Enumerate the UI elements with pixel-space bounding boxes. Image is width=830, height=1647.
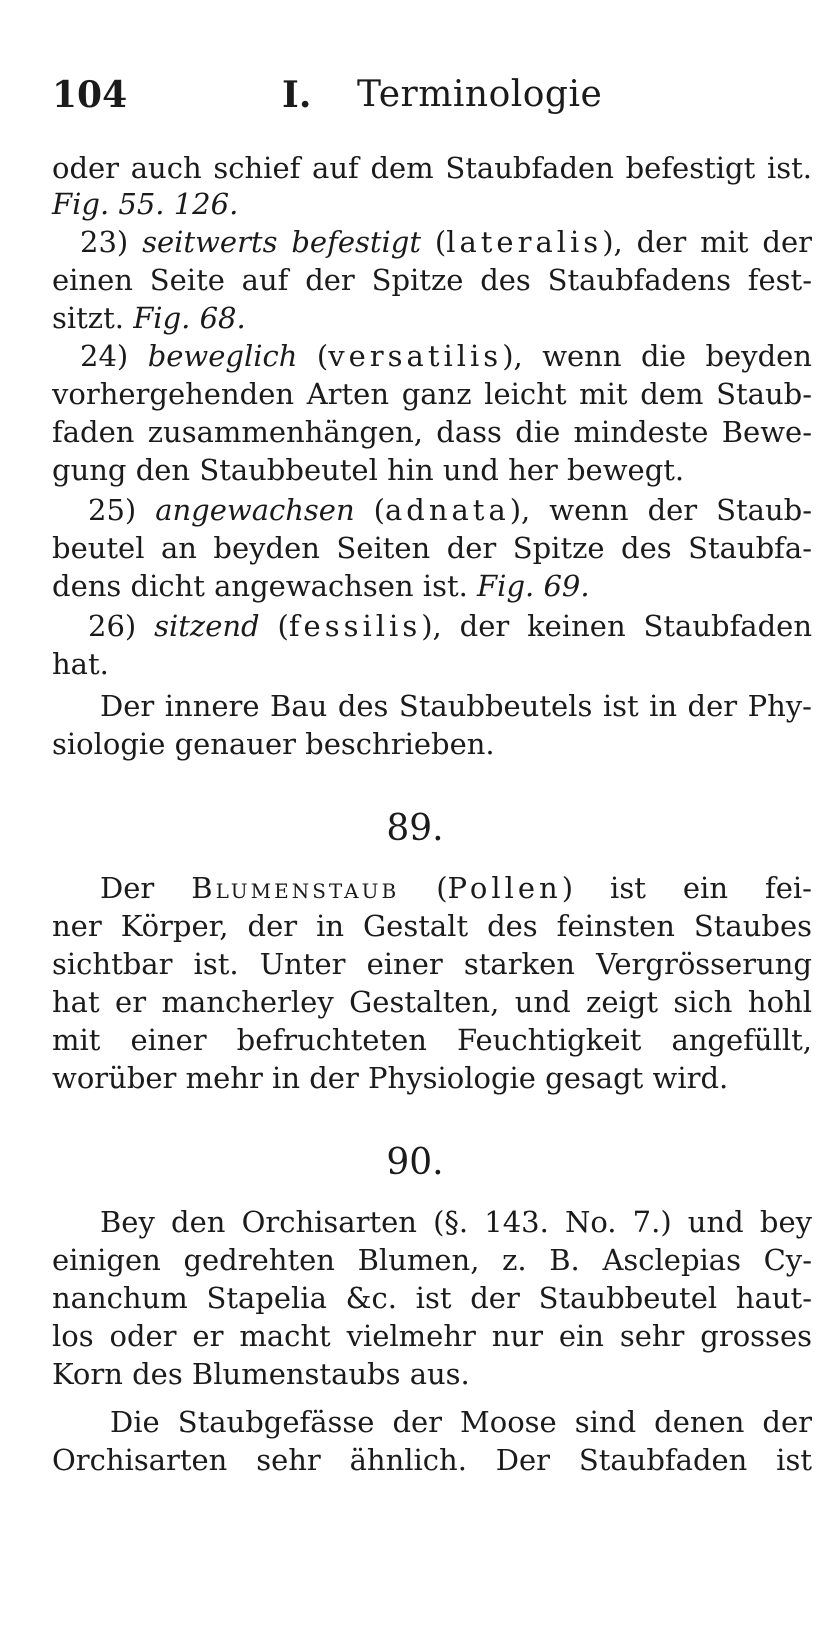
text-line: dens dicht angewachsen ist. Fig. 69. — [52, 569, 590, 603]
text-line: sichtbar ist. Unter einer starken Vergrösserung — [52, 947, 812, 981]
text-line: gung den Staubbeutel hin und her bewegt. — [52, 453, 685, 487]
text-line: 25) angewachsen (adnata), wenn der Staub- — [88, 493, 812, 527]
text-line: beutel an beyden Seiten der Spitze des Staubfa- — [52, 531, 812, 565]
text-line: Bey den Orchisarten (§. 143. No. 7.) und bey — [100, 1205, 812, 1239]
section-numeral: I. — [282, 74, 312, 116]
text-line: worüber mehr in der Physiologie gesagt wird. — [52, 1061, 729, 1095]
text-line: mit einer befruchteten Feuchtigkeit angefüllt, — [52, 1023, 812, 1057]
page-header — [52, 70, 792, 130]
running-title: Terminologie — [357, 74, 603, 115]
text-line: Fig. 55. 126. — [52, 187, 239, 221]
text-line: los oder er macht vielmehr nur ein sehr grosses — [52, 1319, 812, 1353]
text-line: Der innere Bau des Staubbeutels ist in der Phy- — [100, 689, 812, 723]
text-line: Korn des Blumenstaubs aus. — [52, 1357, 470, 1391]
text-line: 24) beweglich (versatilis), wenn die beyden — [80, 339, 812, 373]
text-line: hat. — [52, 647, 109, 681]
text-line: Der Blumenstaub (Pollen) ist ein fei- — [100, 871, 812, 905]
text-line: einen Seite auf der Spitze des Staubfadens fest- — [52, 263, 812, 297]
text-line: siologie genauer beschrieben. — [52, 727, 495, 761]
text-line: nanchum Stapelia &c. ist der Staubbeutel haut- — [52, 1281, 812, 1315]
text-line: sitzt. Fig. 68. — [52, 301, 246, 335]
text-line: faden zusammenhängen, dass die mindeste Bewe- — [52, 415, 812, 449]
text-line: ner Körper, der in Gestalt des feinsten Staubes — [52, 909, 812, 943]
section-heading-90: 90. — [386, 1142, 444, 1183]
text-line: Die Staubgefässe der Moose sind denen der — [110, 1405, 812, 1439]
text-line: oder auch schief auf dem Staubfaden befestigt ist. — [52, 151, 812, 185]
section-heading-89: 89. — [386, 808, 444, 849]
page-number: 104 — [52, 74, 128, 116]
text-line: 26) sitzend (fessilis), der keinen Staubfaden — [88, 609, 812, 643]
text-line: 23) seitwerts befestigt (lateralis), der mit der — [80, 225, 812, 259]
text-line: Orchisarten sehr ähnlich. Der Staubfaden ist — [52, 1443, 812, 1477]
text-line: vorhergehenden Arten ganz leicht mit dem Staub- — [52, 377, 812, 411]
text-line: hat er mancherley Gestalten, und zeigt sich hohl — [52, 985, 812, 1019]
text-line: einigen gedrehten Blumen, z. B. Asclepias Cy- — [52, 1243, 812, 1277]
